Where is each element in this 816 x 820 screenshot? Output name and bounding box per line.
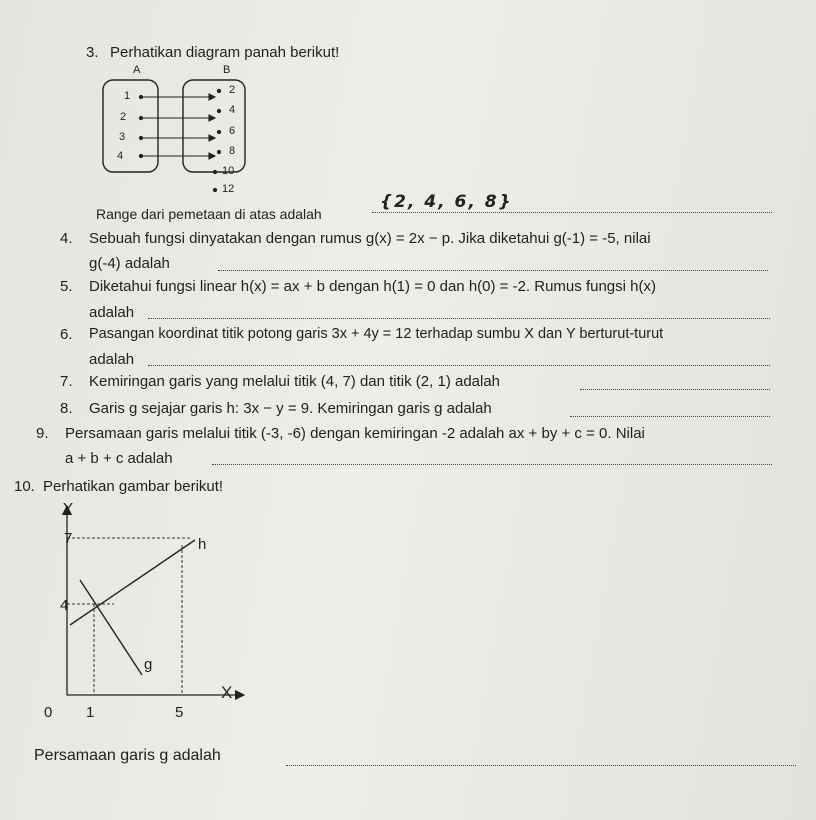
answer-line[interactable]	[148, 365, 770, 366]
q5-text-cont: adalah	[89, 304, 135, 321]
domain-value: 3	[119, 131, 126, 143]
graph-label-0: 0	[44, 704, 53, 721]
graph-label-x: X	[221, 683, 233, 702]
codomain-value: 4	[229, 104, 236, 116]
handwritten-answer: {2, 4, 6, 8}	[380, 192, 513, 212]
q3-text: Perhatikan diagram panah berikut!	[110, 44, 340, 61]
q5-number: 5.	[60, 278, 73, 295]
set-b-oval	[183, 80, 245, 172]
answer-line[interactable]	[212, 464, 772, 465]
q9-text-cont: a + b + c adalah	[65, 450, 173, 467]
graph-label-h: h	[198, 536, 207, 553]
codomain-value: 2	[229, 84, 236, 96]
q5-text: Diketahui fungsi linear h(x) = ax + b dengan h(1) = 0 dan h(0) = -2. Rumus fungsi h(x)	[89, 278, 656, 295]
q4-number: 4.	[60, 230, 73, 247]
q7-text: Kemiringan garis yang melalui titik (4, 7) dan titik (2, 1) adalah	[89, 373, 501, 390]
answer-line[interactable]	[148, 318, 770, 319]
q9-number: 9.	[36, 425, 49, 442]
q8-number: 8.	[60, 400, 73, 417]
line-h	[70, 540, 195, 625]
graph-label-5: 5	[175, 704, 184, 721]
set-b-label: B	[223, 64, 231, 76]
set-a-label: A	[133, 64, 141, 76]
answer-line[interactable]	[580, 389, 770, 390]
q6-text: Pasangan koordinat titik potong garis 3x + 4y = 12 terhadap sumbu X dan Y berturut-turut	[89, 326, 664, 342]
q3-number: 3.	[86, 44, 99, 61]
graph-label-7: 7	[64, 530, 73, 547]
codomain-value: 12	[222, 183, 235, 195]
q10-answer-prompt: Persamaan garis g adalah	[34, 747, 221, 764]
graph-label-4: 4	[60, 597, 69, 614]
line-g	[80, 580, 142, 675]
set-a-oval	[103, 80, 158, 172]
answer-line[interactable]	[372, 212, 772, 213]
range-question: Range dari pemetaan di atas adalah	[96, 206, 322, 222]
codomain-value: 10	[222, 165, 235, 177]
q7-number: 7.	[60, 373, 73, 390]
codomain-value: 6	[229, 125, 236, 137]
domain-value: 2	[120, 111, 127, 123]
answer-line[interactable]	[218, 270, 768, 271]
arrow-diagram	[95, 60, 265, 200]
answer-line[interactable]	[570, 416, 770, 417]
q10-number: 10.	[14, 478, 35, 495]
graph-label-y: Y	[63, 500, 74, 517]
q4-text-cont: g(-4) adalah	[89, 255, 170, 272]
domain-value: 1	[124, 90, 131, 102]
graph-label-g: g	[144, 656, 153, 673]
q9-text: Persamaan garis melalui titik (-3, -6) dengan kemiringan -2 adalah ax + by + c = 0. Nilai	[65, 425, 645, 442]
q8-text: Garis g sejajar garis h: 3x − y = 9. Kemiringan garis g adalah	[89, 400, 492, 417]
domain-value: 4	[117, 150, 124, 162]
q10-text: Perhatikan gambar berikut!	[43, 478, 224, 495]
q6-number: 6.	[60, 326, 73, 343]
q6-text-cont: adalah	[89, 351, 135, 368]
q4-text: Sebuah fungsi dinyatakan dengan rumus g(x) = 2x − p. Jika diketahui g(-1) = -5, nilai	[89, 230, 651, 247]
codomain-value: 8	[229, 145, 236, 157]
answer-line[interactable]	[286, 765, 796, 766]
graph-label-1: 1	[86, 704, 95, 721]
